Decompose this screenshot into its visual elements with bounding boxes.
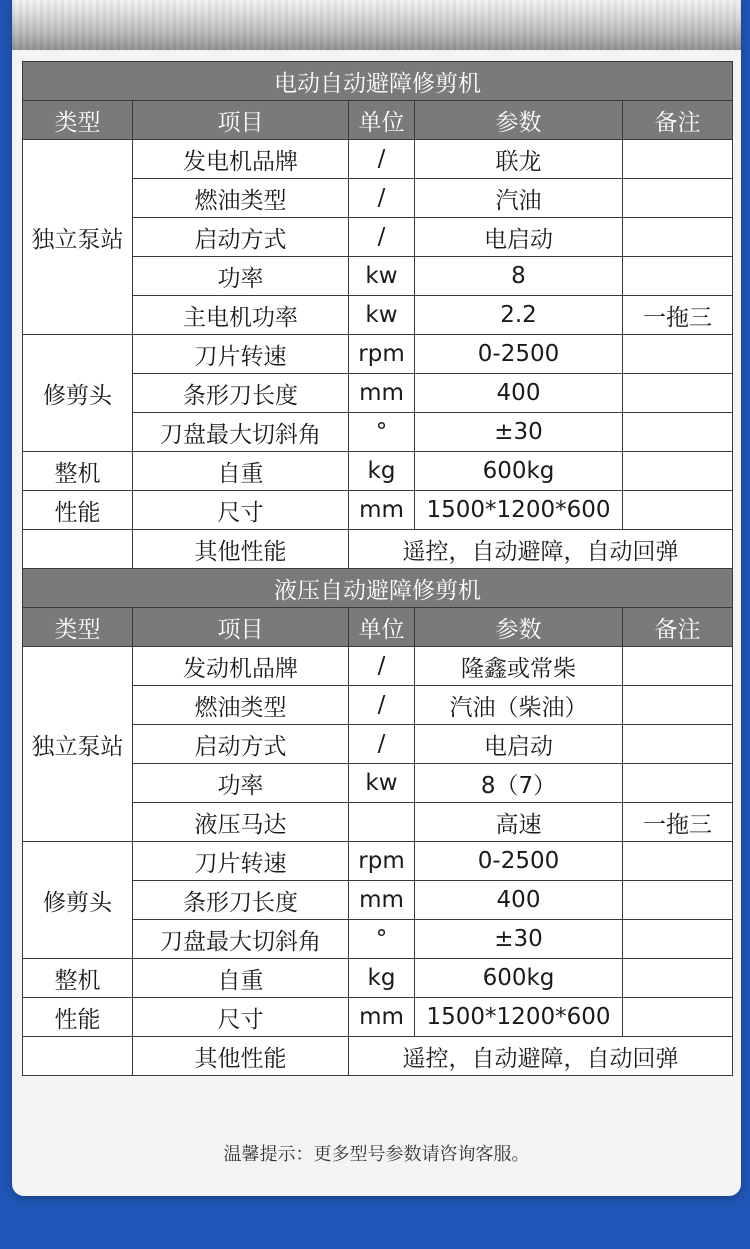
item-cell: 条形刀长度 bbox=[133, 881, 349, 920]
param-cell: 0-2500 bbox=[415, 335, 623, 374]
item-cell: 条形刀长度 bbox=[133, 374, 349, 413]
unit-cell: mm bbox=[349, 998, 415, 1037]
item-cell: 自重 bbox=[133, 452, 349, 491]
note-cell bbox=[623, 452, 733, 491]
param-cell: 600kg bbox=[415, 959, 623, 998]
table-header-row bbox=[23, 608, 733, 647]
table-row bbox=[23, 1037, 733, 1076]
unit-cell: / bbox=[349, 686, 415, 725]
type-cell: 整机 bbox=[23, 452, 133, 491]
param-cell: 8 bbox=[415, 257, 623, 296]
param-cell: 隆鑫或常柴 bbox=[415, 647, 623, 686]
spec-card bbox=[12, 0, 741, 1196]
column-header: 类型 bbox=[23, 101, 133, 140]
note-cell bbox=[623, 413, 733, 452]
column-header: 项目 bbox=[133, 101, 349, 140]
stone-texture-banner bbox=[12, 0, 741, 50]
note-cell bbox=[623, 218, 733, 257]
item-cell: 燃油类型 bbox=[133, 179, 349, 218]
other-value-cell: 遥控，自动避障，自动回弹 bbox=[349, 1037, 733, 1076]
item-cell: 发动机品牌 bbox=[133, 647, 349, 686]
unit-cell: / bbox=[349, 725, 415, 764]
type-cell: 修剪头 bbox=[23, 335, 133, 452]
note-cell bbox=[623, 842, 733, 881]
column-header: 参数 bbox=[415, 608, 623, 647]
param-cell: 400 bbox=[415, 881, 623, 920]
param-cell: 1500*1200*600 bbox=[415, 491, 623, 530]
table-row bbox=[23, 842, 733, 881]
item-cell: 自重 bbox=[133, 959, 349, 998]
note-cell bbox=[623, 491, 733, 530]
spec-table bbox=[22, 61, 733, 1076]
param-cell: 联龙 bbox=[415, 140, 623, 179]
table-title-row bbox=[23, 569, 733, 608]
table-row bbox=[23, 491, 733, 530]
item-cell: 其他性能 bbox=[133, 1037, 349, 1076]
column-header: 备注 bbox=[623, 101, 733, 140]
item-cell: 功率 bbox=[133, 257, 349, 296]
table-title: 电动自动避障修剪机 bbox=[23, 62, 733, 101]
note-cell bbox=[623, 881, 733, 920]
note-cell bbox=[623, 257, 733, 296]
type-cell: 独立泵站 bbox=[23, 140, 133, 335]
unit-cell: / bbox=[349, 647, 415, 686]
note-cell bbox=[623, 335, 733, 374]
param-cell: 400 bbox=[415, 374, 623, 413]
table-header-row bbox=[23, 101, 733, 140]
item-cell: 刀片转速 bbox=[133, 335, 349, 374]
unit-cell: rpm bbox=[349, 842, 415, 881]
param-cell: 8（7） bbox=[415, 764, 623, 803]
note-cell bbox=[623, 725, 733, 764]
note-cell: 一拖三 bbox=[623, 296, 733, 335]
table-row bbox=[23, 998, 733, 1037]
note-cell bbox=[623, 686, 733, 725]
note-cell bbox=[623, 140, 733, 179]
item-cell: 主电机功率 bbox=[133, 296, 349, 335]
column-header: 单位 bbox=[349, 608, 415, 647]
unit-cell: mm bbox=[349, 491, 415, 530]
item-cell: 其他性能 bbox=[133, 530, 349, 569]
type-cell: 性能 bbox=[23, 998, 133, 1037]
param-cell: 电启动 bbox=[415, 218, 623, 257]
unit-cell: kw bbox=[349, 296, 415, 335]
column-header: 备注 bbox=[623, 608, 733, 647]
type-cell: 整机 bbox=[23, 959, 133, 998]
unit-cell bbox=[349, 803, 415, 842]
note-cell bbox=[623, 179, 733, 218]
param-cell: 电启动 bbox=[415, 725, 623, 764]
param-cell: 2.2 bbox=[415, 296, 623, 335]
type-cell: 修剪头 bbox=[23, 842, 133, 959]
param-cell: 0-2500 bbox=[415, 842, 623, 881]
table-row bbox=[23, 452, 733, 491]
note-cell bbox=[623, 959, 733, 998]
table-row bbox=[23, 647, 733, 686]
note-cell bbox=[623, 374, 733, 413]
note-cell bbox=[623, 647, 733, 686]
item-cell: 刀盘最大切斜角 bbox=[133, 920, 349, 959]
unit-cell: kw bbox=[349, 257, 415, 296]
param-cell: 1500*1200*600 bbox=[415, 998, 623, 1037]
item-cell: 液压马达 bbox=[133, 803, 349, 842]
unit-cell: / bbox=[349, 140, 415, 179]
column-header: 单位 bbox=[349, 101, 415, 140]
unit-cell: mm bbox=[349, 374, 415, 413]
item-cell: 功率 bbox=[133, 764, 349, 803]
tip-text: 温馨提示：更多型号参数请咨询客服。 bbox=[223, 1144, 530, 1165]
item-cell: 尺寸 bbox=[133, 998, 349, 1037]
item-cell: 尺寸 bbox=[133, 491, 349, 530]
column-header: 参数 bbox=[415, 101, 623, 140]
item-cell: 发电机品牌 bbox=[133, 140, 349, 179]
param-cell: 高速 bbox=[415, 803, 623, 842]
type-cell: 独立泵站 bbox=[23, 647, 133, 842]
unit-cell: / bbox=[349, 218, 415, 257]
unit-cell: rpm bbox=[349, 335, 415, 374]
column-header: 类型 bbox=[23, 608, 133, 647]
unit-cell: ° bbox=[349, 413, 415, 452]
item-cell: 启动方式 bbox=[133, 725, 349, 764]
param-cell: 汽油（柴油） bbox=[415, 686, 623, 725]
table-title: 液压自动避障修剪机 bbox=[23, 569, 733, 608]
param-cell: 600kg bbox=[415, 452, 623, 491]
type-cell bbox=[23, 1037, 133, 1076]
table-row bbox=[23, 335, 733, 374]
table-row bbox=[23, 530, 733, 569]
param-cell: 汽油 bbox=[415, 179, 623, 218]
unit-cell: ° bbox=[349, 920, 415, 959]
item-cell: 刀盘最大切斜角 bbox=[133, 413, 349, 452]
item-cell: 燃油类型 bbox=[133, 686, 349, 725]
note-cell bbox=[623, 998, 733, 1037]
unit-cell: mm bbox=[349, 881, 415, 920]
unit-cell: kw bbox=[349, 764, 415, 803]
param-cell: ±30 bbox=[415, 920, 623, 959]
table-row bbox=[23, 959, 733, 998]
unit-cell: kg bbox=[349, 959, 415, 998]
item-cell: 刀片转速 bbox=[133, 842, 349, 881]
column-header: 项目 bbox=[133, 608, 349, 647]
table-row bbox=[23, 140, 733, 179]
type-cell: 性能 bbox=[23, 491, 133, 530]
table-title-row bbox=[23, 62, 733, 101]
unit-cell: kg bbox=[349, 452, 415, 491]
note-cell bbox=[623, 920, 733, 959]
note-cell bbox=[623, 764, 733, 803]
item-cell: 启动方式 bbox=[133, 218, 349, 257]
note-cell: 一拖三 bbox=[623, 803, 733, 842]
param-cell: ±30 bbox=[415, 413, 623, 452]
other-value-cell: 遥控，自动避障，自动回弹 bbox=[349, 530, 733, 569]
type-cell bbox=[23, 530, 133, 569]
unit-cell: / bbox=[349, 179, 415, 218]
